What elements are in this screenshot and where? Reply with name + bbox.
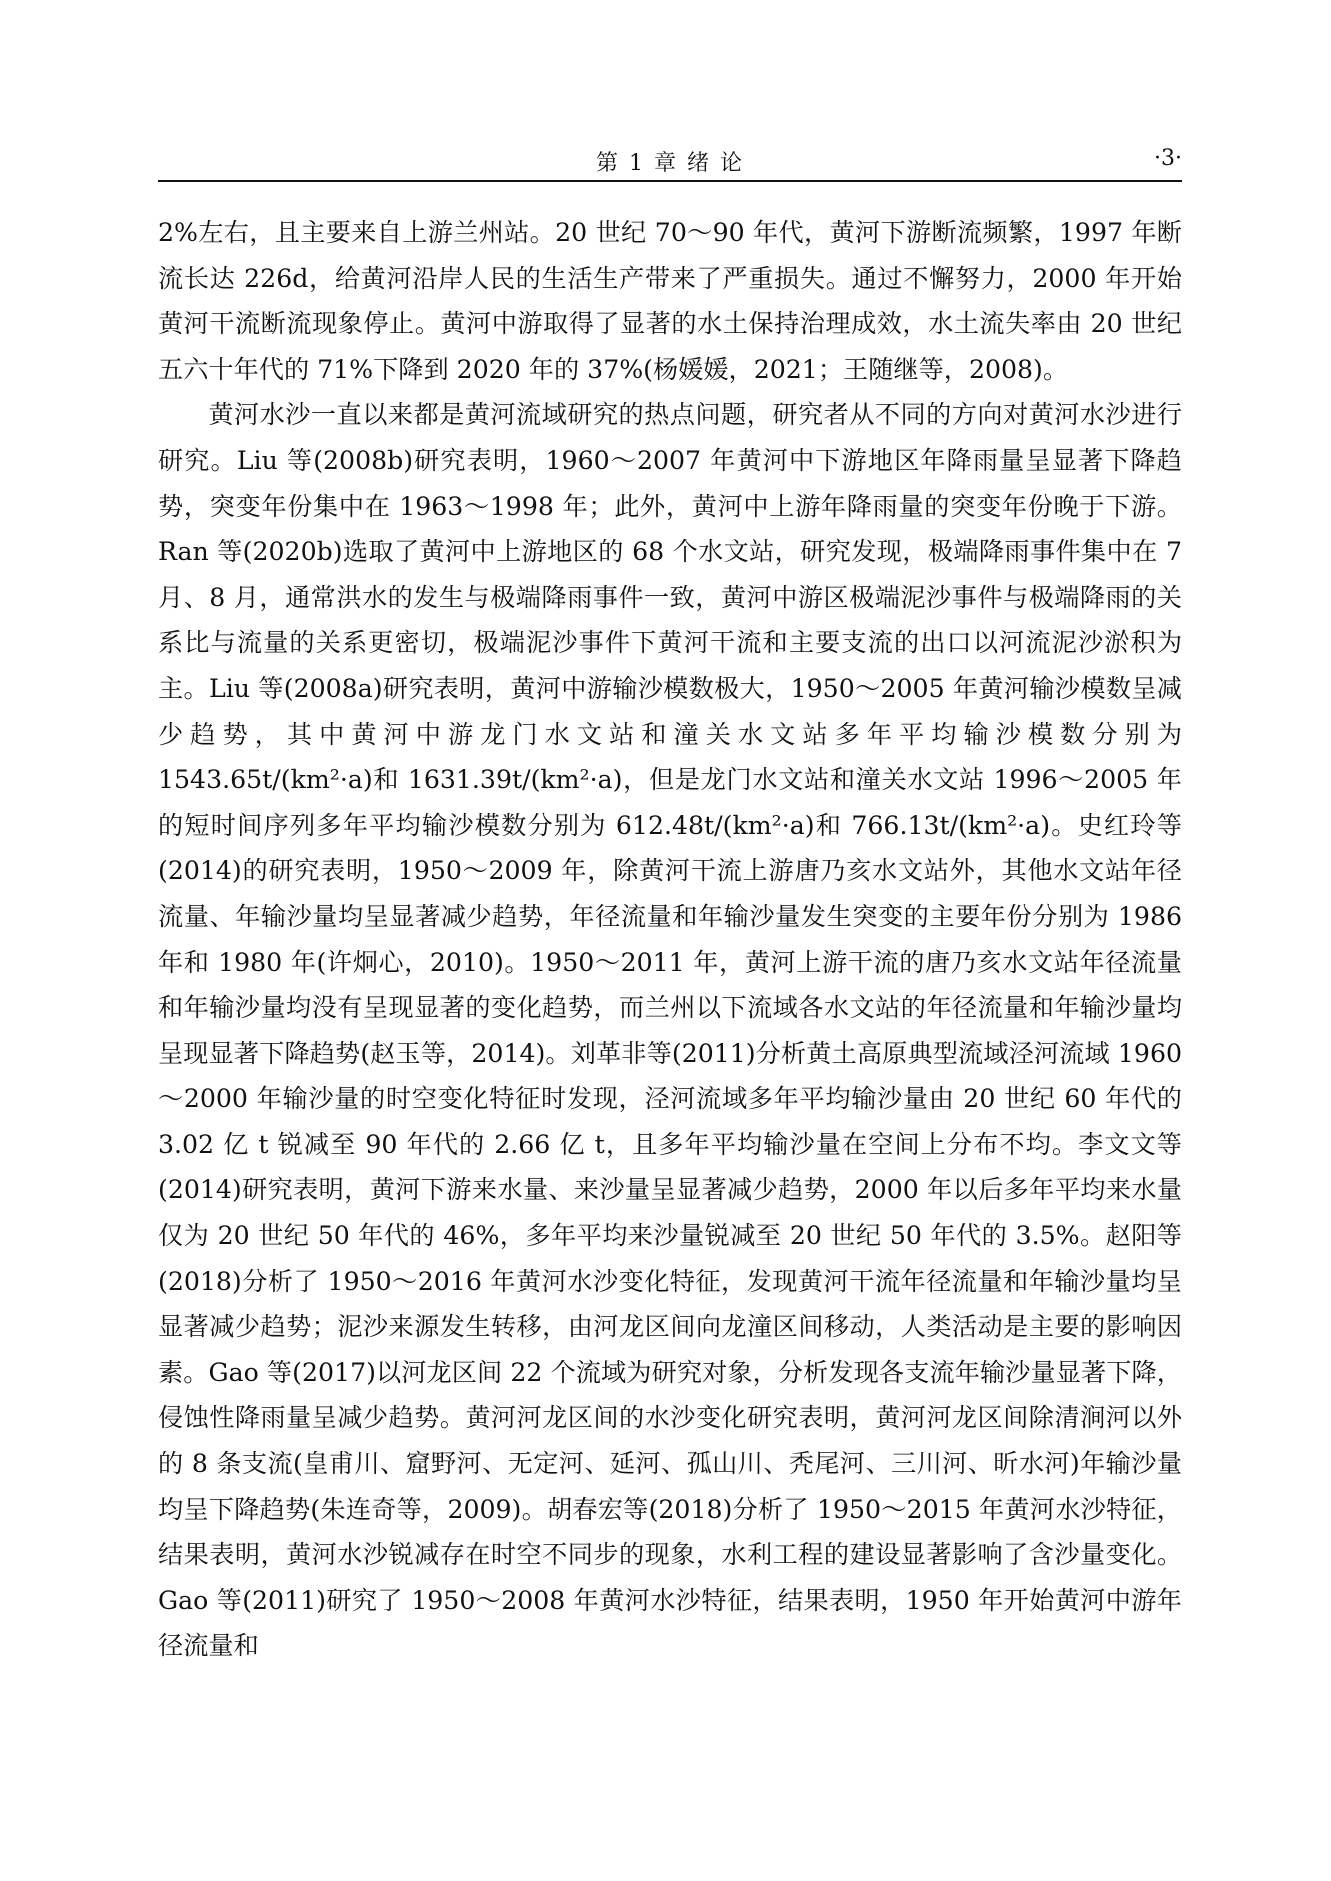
paragraph: 黄河水沙一直以来都是黄河流域研究的热点问题，研究者从不同的方向对黄河水沙进行研究。Liu 等(2008b)研究表明，1960～2007 年黄河中下游地区年降雨量呈显著下降趋势，突变年份集中在 1963～1998 年；此外，黄河中上游年降雨量的突变年份晚于下游。Ran 等(2020b)选取了黄河中上游地区的 68 个水文站，研究发现，极端降雨事件集中在 7 月、8 月，通常洪水的发生与极端降雨事件一致，黄河中游区极端泥沙事件与极端降雨的关系比与流量的关系更密切，极端泥沙事件下黄河干流和主要支流的出口以河流泥沙淤积为主。Liu 等(2008a)研究表明，黄河中游输沙模数极大，1950～2005 年黄河输沙模数呈减少趋势，其中黄河中游龙门水文站和潼关水文站多年平均输沙模数分别为 1543.65t/(km²·a)和 1631.39t/(km²·a)，但是龙门水文站和潼关水文站 1996～2005 年的短时间序列多年平均输沙模数分别为 612.48t/(km²·a)和 766.13t/(km²·a)。史红玲等(2014)的研究表明，1950～2009 年，除黄河干流上游唐乃亥水文站外，其他水文站年径流量、年输沙量均呈显著减少趋势，年径流量和年输沙量发生突变的主要年份分别为 1986 年和 1980 年(许炯心，2010)。1950～2011 年，黄河上游干流的唐乃亥水文站年径流量和年输沙量均没有呈现显著的变化趋势，而兰州以下流域各水文站的年径流量和年输沙量均呈现显著下降趋势(赵玉等，2014)。刘革非等(2011)分析黄土高原典型流域泾河流域 1960～2000 年输沙量的时空变化特征时发现，泾河流域多年平均输沙量由 20 世纪 60 年代的 3.02 亿 t 锐减至 90 年代的 2.66 亿 t，且多年平均输沙量在空间上分布不均。李文文等(2014)研究表明，黄河下游来水量、来沙量呈显著减少趋势，2000 年以后多年平均来水量仅为 20 世纪 50 年代的 46%，多年平均来沙量锐减至 20 世纪 50 年代的 3.5%。赵阳等(2018)分析了 1950～2016 年黄河水沙变化特征，发现黄河干流年径流量和年输沙量均呈显著减少趋势；泥沙来源发生转移，由河龙区间向龙潼区间移动，人类活动是主要的影响因素。Gao 等(2017)以河龙区间 22 个流域为研究对象，分析发现各支流年输沙量显著下降，侵蚀性降雨量呈减少趋势。黄河河龙区间的水沙变化研究表明，黄河河龙区间除清涧河以外的 8 条支流(皇甫川、窟野河、无定河、延河、孤山川、秃尾河、三川河、昕水河)年输沙量均呈下降趋势(朱连奇等，2009)。胡春宏等(2018)分析了 1950～2015 年黄河水沙特征，结果表明，黄河水沙锐减存在时空不同步的现象，水利工程的建设显著影响了含沙量变化。Gao 等(2011)研究了 1950～2008 年黄河水沙特征，结果表明，1950 年开始黄河中游年径流量和 (158, 400, 1182, 1661)
header-rule (158, 180, 1182, 182)
paragraph-continued: 2%左右，且主要来自上游兰州站。20 世纪 70～90 年代，黄河下游断流频繁，1997 年断流长达 226d，给黄河沿岸人民的生活生产带来了严重损失。通过不懈努力，2000 年开始黄河干流断流现象停止。黄河中游取得了显著的水土保持治理成效，水土流失率由 20 世纪五六十年代的 71%下降到 2020 年的 37%(杨媛媛，2021；王随继等，2008)。 (158, 218, 1182, 384)
page-number: ·3· (1154, 146, 1182, 171)
chapter-title: 第 1 章 绪 论 (596, 151, 744, 176)
body-text (158, 210, 1182, 1669)
running-header (158, 142, 1182, 182)
